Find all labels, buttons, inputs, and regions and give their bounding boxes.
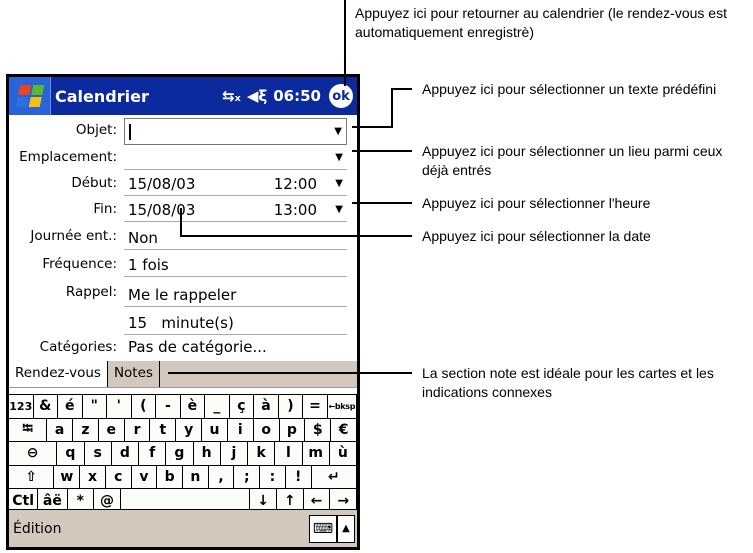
dropdown-arrow-icon[interactable]: ▼ xyxy=(335,152,343,163)
start-date[interactable]: 15/08/03 xyxy=(128,174,196,193)
key[interactable]: ' xyxy=(107,395,132,418)
key[interactable]: r xyxy=(125,419,151,442)
dropdown-arrow-icon[interactable]: ▼ xyxy=(335,178,343,189)
callout-notes: La section note est idéale pour les cartes et les indications connexes xyxy=(422,365,714,400)
key[interactable]: € xyxy=(331,419,357,442)
callout-location: Appuyez ici pour sélectionner un lieu parmi ceux déjà entrés xyxy=(422,143,723,178)
end-time[interactable]: 13:00 xyxy=(273,200,317,219)
key[interactable]: h xyxy=(194,442,221,465)
callout-date: Appuyez ici pour sélectionner la date xyxy=(422,228,651,244)
key[interactable]: ; xyxy=(234,466,260,489)
input-panel-arrow-icon[interactable]: ▲ xyxy=(337,515,355,543)
callout-line-date xyxy=(181,208,412,236)
key[interactable]: ↓ xyxy=(250,489,277,512)
key[interactable]: d xyxy=(112,442,139,465)
key[interactable]: m xyxy=(303,442,330,465)
callout-line-subject xyxy=(352,89,412,127)
key[interactable]: à xyxy=(254,395,279,418)
key[interactable]: âë xyxy=(38,489,67,512)
key[interactable]: ( xyxy=(132,395,157,418)
key[interactable]: ù xyxy=(330,442,357,465)
key[interactable]: - xyxy=(156,395,181,418)
callout-subject: Appuyez ici pour sélectionner un texte prédéfini xyxy=(422,81,717,97)
key[interactable]: j xyxy=(221,442,248,465)
app-title: Calendrier xyxy=(55,86,149,106)
key[interactable]: ) xyxy=(279,395,304,418)
reminder-amount[interactable]: 15 xyxy=(128,313,148,332)
tab-notes[interactable]: Notes xyxy=(108,361,160,387)
key[interactable]: = xyxy=(303,395,328,418)
key[interactable]: ↑ xyxy=(277,489,304,512)
key[interactable]: q xyxy=(57,442,84,465)
key[interactable]: p xyxy=(280,419,306,442)
key[interactable]: t xyxy=(150,419,176,442)
categories-label: Catégories: xyxy=(39,339,117,355)
key[interactable]: ⇧ xyxy=(9,466,54,489)
key[interactable]: n xyxy=(183,466,209,489)
key[interactable]: → xyxy=(330,489,357,512)
key[interactable]: ↵ xyxy=(312,466,357,489)
key[interactable]: b xyxy=(157,466,183,489)
all-day-field[interactable]: Non xyxy=(124,226,347,250)
key[interactable]: l xyxy=(275,442,302,465)
key[interactable]: Ctl xyxy=(9,489,38,512)
key[interactable]: o xyxy=(254,419,280,442)
edit-menu[interactable]: Édition xyxy=(13,520,62,537)
key[interactable]: è xyxy=(181,395,206,418)
start-label: Début: xyxy=(71,175,117,191)
key[interactable]: c xyxy=(106,466,132,489)
categories-field[interactable]: Pas de catégorie... xyxy=(128,338,267,356)
key[interactable]: y xyxy=(176,419,202,442)
key[interactable]: e xyxy=(99,419,125,442)
reminder-label: Rappel: xyxy=(65,284,117,300)
key[interactable]: u xyxy=(202,419,228,442)
key[interactable]: ç xyxy=(230,395,255,418)
end-label: Fin: xyxy=(93,201,117,217)
key[interactable]: ⭾ xyxy=(9,419,47,442)
clock[interactable]: 06:50 xyxy=(273,87,321,105)
key[interactable]: v xyxy=(132,466,158,489)
dropdown-arrow-icon[interactable]: ▼ xyxy=(335,204,343,215)
key[interactable]: f xyxy=(139,442,166,465)
key[interactable]: : xyxy=(260,466,286,489)
all-day-label: Journée ent.: xyxy=(30,228,117,244)
backspace-key[interactable]: ←bksp xyxy=(328,395,357,418)
reminder-field[interactable]: Me le rappeler xyxy=(124,283,347,307)
connection-icon[interactable]: ⇆ₓ xyxy=(222,87,241,105)
key[interactable]: k xyxy=(248,442,275,465)
callout-time: Appuyez ici pour sélectionner l'heure xyxy=(422,195,651,211)
key[interactable]: , xyxy=(209,466,235,489)
speaker-mute-icon[interactable]: ◀ξ xyxy=(246,87,268,105)
key[interactable]: ← xyxy=(304,489,331,512)
reminder-unit[interactable]: minute(s) xyxy=(161,313,234,332)
end-date[interactable]: 15/08/03 xyxy=(128,200,196,219)
tab-appointment[interactable]: Rendez-vous xyxy=(9,361,108,387)
key[interactable]: x xyxy=(80,466,106,489)
location-label: Emplacement: xyxy=(19,149,117,165)
dropdown-arrow-icon[interactable]: ▼ xyxy=(334,126,342,137)
keyboard-icon[interactable]: ⌨ xyxy=(309,515,337,543)
key[interactable]: $ xyxy=(305,419,331,442)
key[interactable]: _ xyxy=(205,395,230,418)
callout-ok: Appuyez ici pour retourner au calendrier (le rendez-vous est automatiquement enregistrè) xyxy=(355,5,727,40)
key[interactable]: * xyxy=(68,489,95,512)
recurrence-field[interactable]: 1 fois xyxy=(124,253,347,277)
key[interactable]: & xyxy=(34,395,59,418)
key[interactable]: @ xyxy=(94,489,121,512)
key[interactable]: ! xyxy=(286,466,312,489)
key[interactable]: é xyxy=(58,395,83,418)
key[interactable]: " xyxy=(83,395,108,418)
key[interactable]: a xyxy=(47,419,73,442)
key[interactable]: ⊖ xyxy=(9,442,57,465)
start-time[interactable]: 12:00 xyxy=(273,174,317,193)
key[interactable]: g xyxy=(166,442,193,465)
key[interactable]: i xyxy=(228,419,254,442)
recurrence-label: Fréquence: xyxy=(42,255,117,272)
key[interactable]: 123 xyxy=(9,395,34,418)
key[interactable]: z xyxy=(73,419,99,442)
subject-label: Objet: xyxy=(75,121,117,138)
key[interactable]: s xyxy=(85,442,112,465)
key[interactable]: w xyxy=(54,466,80,489)
ok-button[interactable]: ok xyxy=(329,84,353,108)
